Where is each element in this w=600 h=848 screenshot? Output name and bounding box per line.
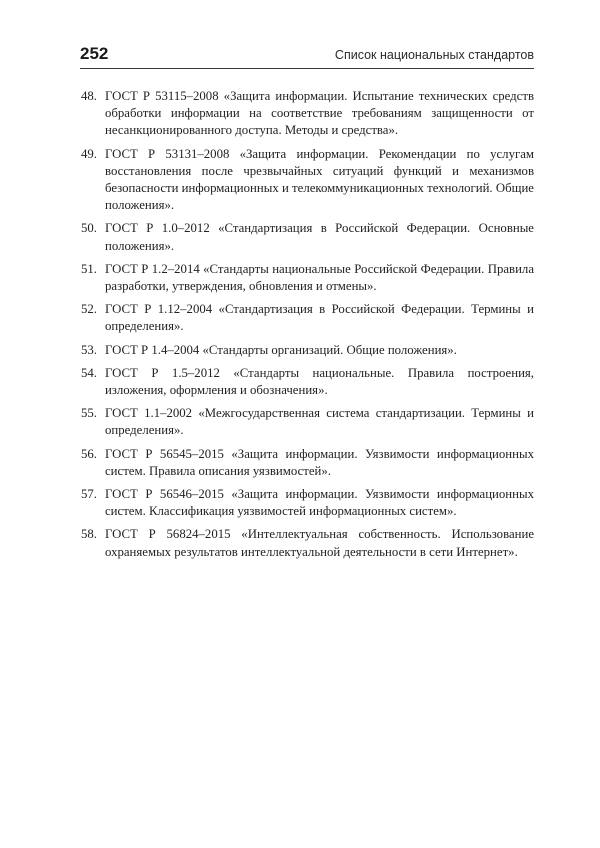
list-item bbox=[81, 526, 534, 560]
entry-text: ГОСТ Р 56546–2015 «Защита информации. Уязвимости информационных систем. Классификация уязвимостей информационных систем». bbox=[105, 487, 534, 519]
entry-text: ГОСТ Р 53131–2008 «Защита информации. Рекомендации по услугам восстановления после чрезвычайных ситуаций функций и механизмов безопасности информационных и телекоммуникационных технологий. Общие положения». bbox=[105, 146, 534, 213]
entry-text: ГОСТ Р 1.0–2012 «Стандартизация в Российской Федерации. Основные положения». bbox=[105, 221, 534, 253]
entry-text: ГОСТ 1.1–2002 «Межгосударственная система стандартизации. Термины и определения». bbox=[105, 406, 534, 438]
list-item bbox=[81, 405, 534, 439]
entry-number: 50. bbox=[81, 221, 97, 236]
entry-number: 48. bbox=[81, 89, 97, 103]
entry-text: ГОСТ Р 56545–2015 «Защита информации. Уязвимости информационных систем. Правила описания уязвимостей». bbox=[105, 446, 534, 478]
list-item bbox=[81, 446, 534, 480]
entry-number: 51. bbox=[81, 261, 97, 276]
list-item bbox=[81, 342, 534, 359]
entry-text: ГОСТ Р 56824–2015 «Интеллектуальная собственность. Использование охраняемых результатов интеллектуальной деятельности в сети Интернет». bbox=[105, 527, 534, 559]
list-item bbox=[81, 146, 534, 215]
list-item bbox=[81, 301, 534, 335]
entry-number: 49. bbox=[81, 146, 97, 161]
list-item bbox=[81, 220, 534, 254]
page-header bbox=[80, 42, 534, 68]
entry-number: 55. bbox=[81, 406, 97, 421]
entry-text: ГОСТ Р 1.5–2012 «Стандарты национальные. Правила построения, изложения, оформления и обозначения». bbox=[105, 365, 534, 398]
page-number: 252 bbox=[80, 44, 109, 63]
entry-text: ГОСТ Р 53115–2008 «Защита информации. Испытание технических средств обработки информации на соответствие требованиям защищенности от несанкционированного доступа. Методы и средства». bbox=[105, 89, 534, 138]
standards-list bbox=[81, 88, 534, 567]
entry-number: 52. bbox=[81, 302, 97, 317]
header-divider bbox=[80, 68, 534, 69]
list-item bbox=[81, 261, 534, 295]
entry-text: ГОСТ Р 1.12–2004 «Стандартизация в Российской Федерации. Термины и определения». bbox=[105, 302, 534, 334]
entry-number: 58. bbox=[81, 527, 97, 542]
entry-number: 57. bbox=[81, 487, 97, 502]
running-title: Список национальных стандартов bbox=[334, 48, 534, 62]
entry-number: 54. bbox=[81, 365, 97, 380]
entry-text: ГОСТ Р 1.2–2014 «Стандарты национальные Российской Федерации. Правила разработки, утверждения, обновления и отмены». bbox=[105, 261, 534, 294]
list-item bbox=[81, 486, 534, 520]
entry-number: 53. bbox=[81, 342, 97, 357]
entry-text: ГОСТ Р 1.4–2004 «Стандарты организаций. Общие положения». bbox=[105, 342, 457, 357]
list-item bbox=[81, 365, 534, 399]
entry-number: 56. bbox=[81, 446, 97, 461]
list-item bbox=[81, 88, 534, 140]
